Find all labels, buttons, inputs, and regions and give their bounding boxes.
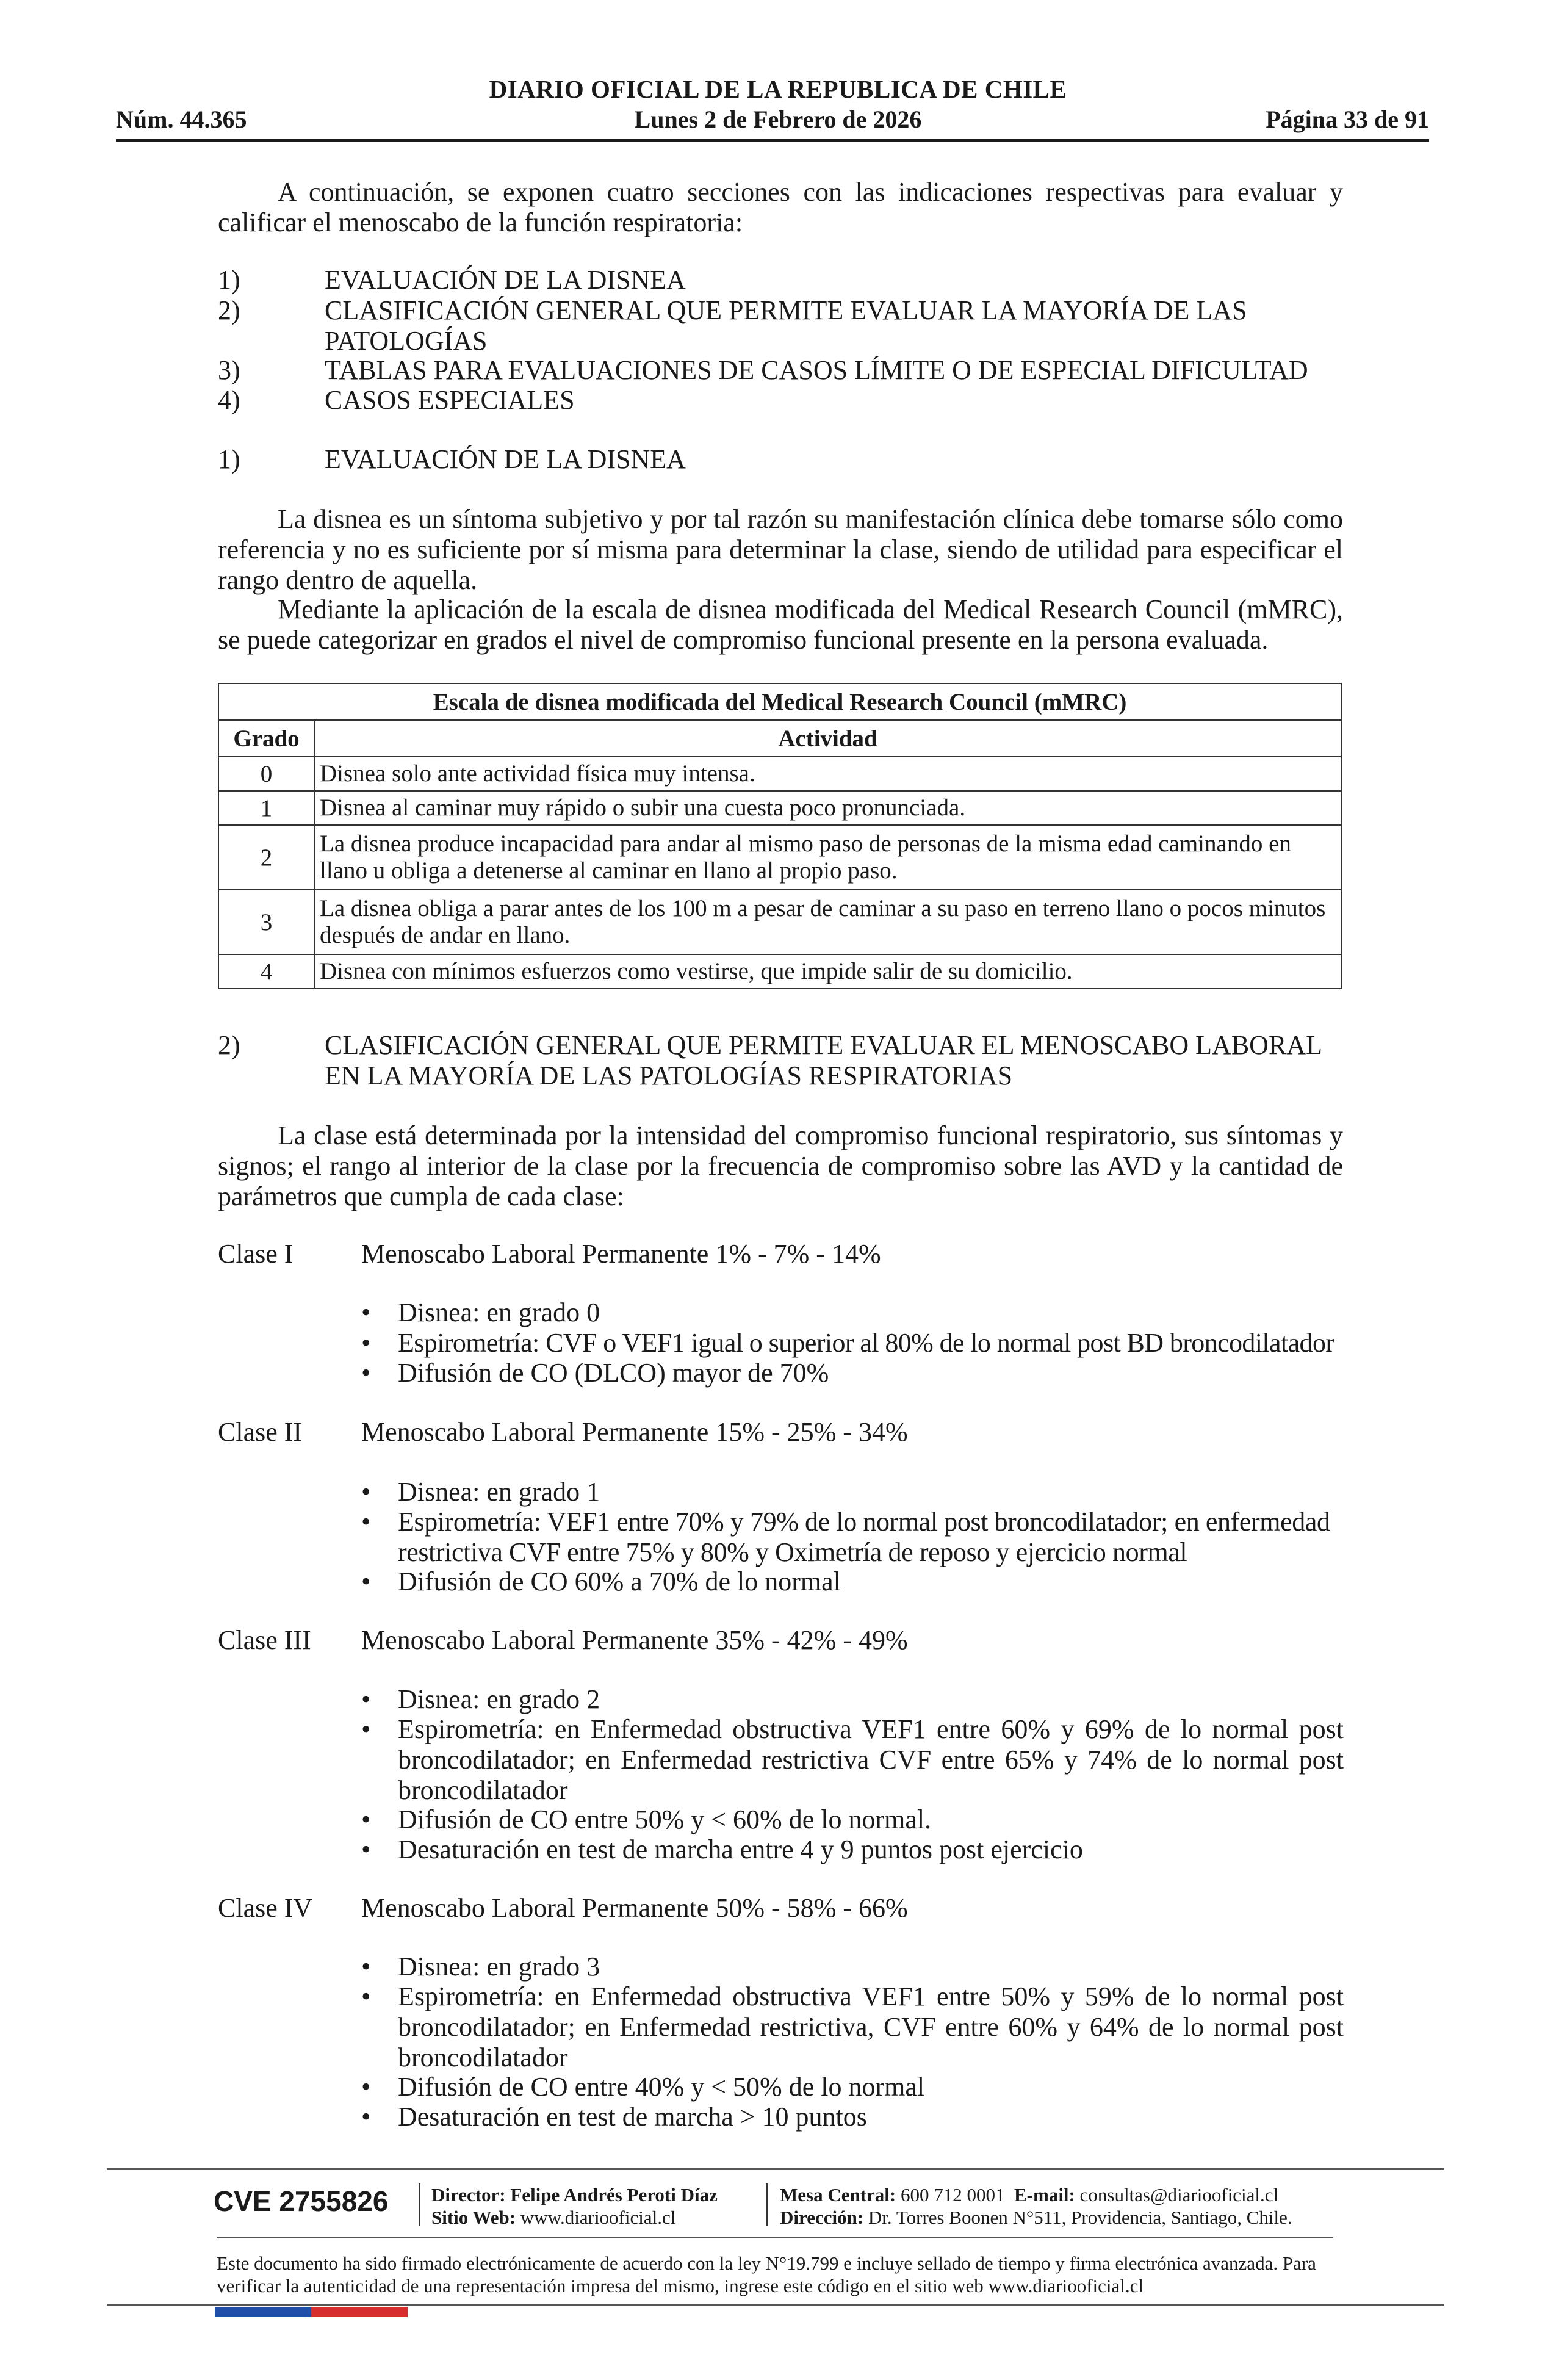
list-item-text: CASOS ESPECIALES: [325, 385, 575, 415]
footer-divider-top: [107, 2168, 1444, 2170]
list-item-text: EVALUACIÓN DE LA DISNEA: [325, 265, 686, 295]
footer-divider-middle: [217, 2237, 1333, 2238]
phone-number: 600 712 0001: [901, 2184, 1005, 2205]
table-row: [218, 890, 1341, 954]
activity-cell: La disnea produce incapacidad para andar al mismo paso de personas de la misma edad caminando en llano u obliga a detenerse al caminar en llano al propio paso.: [314, 825, 1341, 890]
column-header-grade: Grado: [218, 720, 314, 757]
list-item-number: 2): [218, 295, 240, 325]
list-item-text: CLASIFICACIÓN GENERAL QUE PERMITE EVALUAR LA MAYORÍA DE LAS PATOLOGÍAS: [325, 295, 1247, 356]
address-label: Dirección:: [780, 2207, 864, 2228]
issue-number: Núm. 44.365: [116, 106, 247, 133]
section-1-paragraph-2: Mediante la aplicación de la escala de disnea modificada del Medical Research Council (mMRC), se puede categorizar en grados el nivel de compromiso funcional presente en la persona evaluada.: [218, 594, 1343, 655]
header-divider: [116, 139, 1429, 142]
class-label: Clase I: [218, 1239, 294, 1269]
bullet-text: Difusión de CO 60% a 70% de lo normal: [398, 1567, 841, 1596]
page-number: Página 33 de 91: [1266, 106, 1429, 133]
bullet-text: Desaturación en test de marcha > 10 puntos: [398, 2102, 867, 2132]
bullet-text: Disnea: en grado 1: [398, 1477, 600, 1507]
class-description: Menoscabo Laboral Permanente 50% - 58% - 66%: [361, 1893, 908, 1923]
list-item-number: 1): [218, 265, 240, 295]
class-description: Menoscabo Laboral Permanente 1% - 7% - 14%: [361, 1239, 881, 1269]
section-2-paragraph: La clase está determinada por la intensidad del compromiso funcional respiratorio, sus síntomas y signos; el rango al interior de la clase por la frecuencia de compromiso sobre las AVD y la cantidad de parámetros que cumpla de cada clase:: [218, 1120, 1343, 1211]
footer-contact-block: [780, 2183, 1292, 2229]
director-name: Felipe Andrés Peroti Díaz: [510, 2184, 718, 2205]
section-title-line-2: EN LA MAYORÍA DE LAS PATOLOGÍAS RESPIRATORIAS: [325, 1061, 1013, 1091]
activity-cell: Disnea solo ante actividad física muy intensa.: [314, 757, 1341, 791]
bullet-text: Disnea: en grado 0: [398, 1297, 600, 1327]
section-title-line-1: CLASIFICACIÓN GENERAL QUE PERMITE EVALUAR EL MENOSCABO LABORAL: [325, 1030, 1322, 1060]
class-label: Clase II: [218, 1417, 303, 1447]
flag-stripe-blue: [215, 2307, 311, 2317]
table-title-row: [218, 683, 1341, 720]
footer-divider-bottom: [107, 2304, 1444, 2306]
issue-date: Lunes 2 de Febrero de 2026: [634, 106, 922, 133]
bullet-text: Espirometría: CVF o VEF1 igual o superior al 80% de lo normal post BD broncodilatador: [398, 1328, 1334, 1358]
bullet-text: Espirometría: VEF1 entre 70% y 79% de lo normal post broncodilatador; en enfermedad restrictiva CVF entre 75% y 80% y Oximetría de reposo y ejercicio normal: [398, 1507, 1330, 1567]
grade-cell: 3: [218, 890, 314, 954]
list-item-text: TABLAS PARA EVALUACIONES DE CASOS LÍMITE O DE ESPECIAL DIFICULTAD: [325, 355, 1308, 385]
list-item-number: 3): [218, 355, 240, 385]
flag-stripe-red: [311, 2307, 408, 2317]
website-label: Sitio Web:: [431, 2207, 516, 2228]
section-1-paragraph-1: La disnea es un síntoma subjetivo y por tal razón su manifestación clínica debe tomarse sólo como referencia y no es suficiente por sí misma para determinar la clase, siendo de utilidad para especificar el rango dentro de aquella.: [218, 504, 1343, 595]
address-text: Dr. Torres Boonen N°511, Providencia, Santiago, Chile.: [868, 2207, 1292, 2228]
section-title: EVALUACIÓN DE LA DISNEA: [325, 444, 686, 474]
table-title: Escala de disnea modificada del Medical Research Council (mMRC): [218, 683, 1341, 720]
bullet-text: Disnea: en grado 3: [398, 1952, 600, 1982]
mmrc-table: [218, 683, 1342, 989]
bullet-text: Difusión de CO entre 50% y < 60% de lo normal.: [398, 1805, 932, 1834]
newspaper-title: DIARIO OFICIAL DE LA REPUBLICA DE CHILE: [489, 75, 1067, 103]
activity-cell: Disnea con mínimos esfuerzos como vestirse, que impide salir de su domicilio.: [314, 954, 1341, 989]
email-link[interactable]: consultas@diariooficial.cl: [1079, 2184, 1279, 2205]
table-row: [218, 825, 1341, 890]
footer-separator: [419, 2183, 420, 2226]
email-label: E-mail:: [1014, 2184, 1075, 2205]
document-page: DIARIO OFICIAL DE LA REPUBLICA DE CHILE Núm. 44.365 Lunes 2 de Febrero de 2026 Página 33 de 91 A continuación, se exponen cuatro secciones con las indicaciones respectivas para evaluar y calificar el menoscabo de la función respiratoria: 1) EVALUACIÓN DE LA DISNEA 2) CLASIFICACIÓN GENERAL QUE PERMITE EVALUAR LA MAYORÍA DE LAS PATOLOGÍAS 3) TABLAS PARA EVALUACIONES DE CASOS LÍMITE O DE ESPECIAL DIFICULTAD 4) CASOS ESPECIALES 1) EVALUACIÓN DE LA DISNEA La disnea es un síntoma subjetivo y por tal razón su manifestación clínica debe tomarse sólo como referencia y no es suficiente por sí misma para determinar la clase, siendo de utilidad para especificar el rango dentro de aquella. Mediante la aplicación de la escala de disnea modificada del Medical Research Council (mMRC), se puede categorizar en grados el nivel de compromiso funcional presente en la persona evaluada. Escala de disnea modificada del Medical Research Council (mMRC) Grado Actividad 0 Disnea solo ante actividad física muy intensa. 1 Disnea al caminar muy rápido o subir una cuesta poco pronunciada. 2 La disnea produce incapacidad para andar al mismo paso de personas de la misma edad caminando en llano u obliga a detenerse al caminar en llano al propio paso. 3 La disnea obliga a parar antes de los 100 m a pesar de caminar a su paso en terreno llano o pocos minutos después de andar en llano. 4 Disnea con mínimos esfuerzos como vestirse, que impide salir de su domicilio. 2) CLASIFICACIÓN GENERAL QUE PERMITE EVALUAR EL MENOSCABO LABORAL EN LA MAYORÍA DE LAS PATOLOGÍAS RESPIRATORIAS La clase está determinada por la intensidad del compromiso funcional respiratorio, sus síntomas y signos; el rango al interior de la clase por la frecuencia de compromiso sobre las AVD y la cantidad de parámetros que cumpla de cada clase: Clase I Menoscabo Laboral Permanente 1% - 7% - 14% • Disnea: en grado 0 • Espirometría: CVF o VEF1 igual o superior al 80% de lo normal post BD broncodilatador • Difusión de CO (DLCO) mayor de 70% Clase II Menoscabo Laboral Permanente 15% - 25% - 34% • Disnea: en grado 1 • Espirometría: VEF1 entre 70% y 79% de lo normal post broncodilatador; en enfermedad restrictiva CVF entre 75% y 80% y Oximetría de reposo y ejercicio normal • Difusión de CO 60% a 70% de lo normal Clase III Menoscabo Laboral Permanente 35% - 42% - 49% • Disnea: en grado 2 • Espirometría: en Enfermedad obstructiva VEF1 entre 60% y 69% de lo normal post broncodilatador; en Enfermedad restrictiva CVF entre 65% y 74% de lo normal post broncodilatador • Difusión de CO entre 50% y < 60% de lo normal. • Desaturación en test de marcha entre 4 y 9 puntos post ejercicio Clase IV Menoscabo Laboral Permanente 50% - 58% - 66% • Disnea: en grado 3 • Espirometría: en Enfermedad obstructiva VEF1 entre 50% y 59% de lo normal post broncodilatador; en Enfermedad restrictiva, CVF entre 60% y 64% de lo normal post broncodilatador • Difusión de CO entre 40% y < 50% de lo normal • Desaturación en test de marcha > 10 puntos CVE 2755826 Director: Felipe Andrés Peroti Díaz Sitio Web: www.diariooficial.cl Mesa Central: 600 712 0001 E-mail: consultas@diariooficial.cl Dirección: Dr. Torres Boonen N°511, Providencia, Santiago, Chile. Este documento ha sido firmado electrónicamente de acuerdo con la ley N°19.799 e incluye sellado de tiempo y firma electrónica avanzada. Para verificar la autenticidad de una representación impresa del mismo, ingrese este código en el sitio web www.diariooficial.cl: [0, 0, 1556, 2380]
table-row: [218, 791, 1341, 825]
grade-cell: 1: [218, 791, 314, 825]
activity-cell: La disnea obliga a parar antes de los 100 m a pesar de caminar a su paso en terreno llano o pocos minutos después de andar en llano.: [314, 890, 1341, 954]
activity-cell: Disnea al caminar muy rápido o subir una cuesta poco pronunciada.: [314, 791, 1341, 825]
section-number: 1): [218, 444, 240, 474]
website-link[interactable]: www.diariooficial.cl: [520, 2207, 676, 2228]
phone-label: Mesa Central:: [780, 2184, 896, 2205]
list-item-number: 4): [218, 385, 240, 415]
bullet-text: Espirometría: en Enfermedad obstructiva VEF1 entre 60% y 69% de lo normal post broncodilatador; en Enfermedad restrictiva CVF entre 65% y 74% de lo normal post broncodilatador: [398, 1714, 1344, 1805]
section-number: 2): [218, 1030, 240, 1060]
class-label: Clase III: [218, 1625, 311, 1655]
table-row: [218, 757, 1341, 791]
footer-director-block: [431, 2183, 718, 2229]
grade-cell: 0: [218, 757, 314, 791]
column-header-activity: Actividad: [314, 720, 1341, 757]
cve-code: CVE 2755826: [214, 2185, 389, 2217]
bullet-text: Difusión de CO entre 40% y < 50% de lo normal: [398, 2072, 925, 2102]
class-description: Menoscabo Laboral Permanente 35% - 42% - 49%: [361, 1625, 908, 1655]
director-label: Director:: [431, 2184, 506, 2205]
grade-cell: 2: [218, 825, 314, 890]
grade-cell: 4: [218, 954, 314, 989]
footer-separator: [766, 2183, 768, 2226]
bullet-text: Difusión de CO (DLCO) mayor de 70%: [398, 1358, 829, 1388]
bullet-text: Disnea: en grado 2: [398, 1684, 600, 1714]
bullet-text: Espirometría: en Enfermedad obstructiva VEF1 entre 50% y 59% de lo normal post broncodilatador; en Enfermedad restrictiva, CVF entre 60% y 64% de lo normal post broncodilatador: [398, 1982, 1344, 2072]
table-header-row: [218, 720, 1341, 757]
intro-paragraph: A continuación, se exponen cuatro secciones con las indicaciones respectivas para evaluar y calificar el menoscabo de la función respiratoria:: [218, 177, 1343, 237]
class-label: Clase IV: [218, 1893, 313, 1923]
class-description: Menoscabo Laboral Permanente 15% - 25% - 34%: [361, 1417, 908, 1447]
table-row: [218, 954, 1341, 989]
legal-notice: Este documento ha sido firmado electrónicamente de acuerdo con la ley N°19.799 e incluye sellado de tiempo y firma electrónica avanzada. Para verificar la autenticidad de una representación impresa del mismo, ingrese este código en el sitio web www.diariooficial.cl: [217, 2252, 1316, 2296]
bullet-text: Desaturación en test de marcha entre 4 y 9 puntos post ejercicio: [398, 1834, 1083, 1864]
